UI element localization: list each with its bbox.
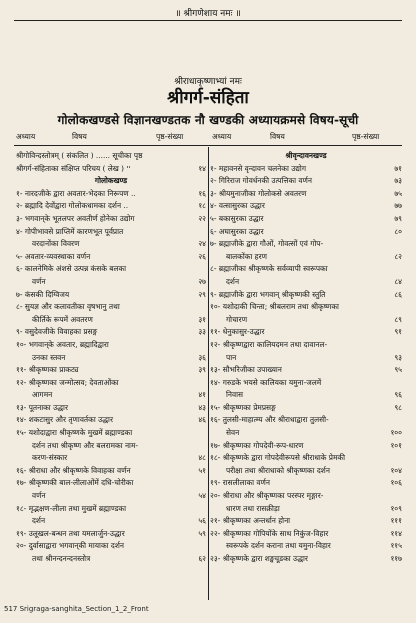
entry-title: १५- श्रीकृष्णका प्रेमप्रसङ्ग xyxy=(210,402,276,412)
entry-title: १४- शकटासुर और तृणावर्तका उद्धार xyxy=(16,415,113,425)
top-rule xyxy=(14,20,402,21)
toc-entry xyxy=(210,389,402,402)
toc-entry xyxy=(210,226,402,239)
toc-entry xyxy=(16,339,206,352)
entry-page-number: १११ xyxy=(390,516,402,526)
toc-entry xyxy=(210,452,402,465)
toc-entry xyxy=(210,477,402,490)
toc-entry xyxy=(16,377,206,390)
toc-entry xyxy=(16,465,206,478)
entry-page-number: ७३ xyxy=(394,176,402,186)
entry-title: २२- श्रीकृष्णका गोपियोंके साथ निकुंज-विहार xyxy=(210,528,329,538)
entry-title: परीक्षा तथा श्रीराधाको श्रीकृष्णका दर्शन xyxy=(226,465,330,475)
entry-title: ६- कालनेमिके अंशसे उत्पन्न कंसके बलका xyxy=(16,264,127,274)
entry-title: दर्शन तथा श्रीकृष्ण और बलरामका नाम- xyxy=(32,440,139,450)
entry-page-number: १०६ xyxy=(390,478,402,488)
toc-entry xyxy=(16,213,206,226)
page-title: श्रीगर्ग-संहिता xyxy=(167,88,249,108)
invocation: ॥ श्रीगणेशाय नमः ॥ xyxy=(175,9,241,19)
entry-page-number: ८० xyxy=(394,226,402,236)
entry-page-number: ५६ xyxy=(198,516,206,526)
entry-title: वर्णन xyxy=(32,491,46,501)
toc-entry xyxy=(16,414,206,427)
entry-title: तथा श्रीनन्दनन्दनस्तोत्र xyxy=(32,554,91,563)
entry-title: ७- ब्रह्माजीके द्वारा गौओं, गोवत्सों एवं गोप- xyxy=(210,239,324,249)
entry-page-number: ४३ xyxy=(198,402,206,412)
entry-page-number: १०१ xyxy=(390,440,402,450)
entry-page-number: १०९ xyxy=(390,503,402,513)
toc-entry xyxy=(16,238,206,251)
entry-title: कीर्तिके रूपमें अवतरण xyxy=(32,314,93,324)
column-divider xyxy=(208,147,209,600)
toc-entry xyxy=(16,503,206,516)
entry-title: ६- अघासुरका उद्धार xyxy=(210,226,264,236)
toc-entry xyxy=(16,352,206,365)
toc-entry xyxy=(210,263,402,276)
section-heading: श्रीवृन्दावनखण्ड xyxy=(285,151,327,160)
toc-right-column xyxy=(210,150,402,566)
toc-entry xyxy=(210,188,402,201)
entry-page-number: ३९ xyxy=(198,365,206,375)
entry-page-number: ९५ xyxy=(394,365,402,375)
toc-entry xyxy=(210,314,402,327)
toc-entry xyxy=(16,314,206,327)
entry-title: दर्शन xyxy=(32,516,46,526)
toc-entry xyxy=(16,540,206,553)
toc-entry xyxy=(16,188,206,201)
salutation: श्रीराधाकृष्णाभ्यां नमः xyxy=(174,77,242,87)
header-page-right: पृष्ठ-संख्या xyxy=(352,132,380,141)
entry-title: १९- रासलीलाका वर्णन xyxy=(210,478,270,488)
toc-entry xyxy=(16,326,206,339)
toc-entry xyxy=(210,414,402,427)
page-subtitle: गोलोकखण्डसे विज्ञानखण्डतक नौ खण्डकी अध्यायक्रमसे विषय-सूची xyxy=(57,113,359,127)
entry-title: १०- भगवान्‌के अवतार, ब्रह्मादिद्वारा xyxy=(16,339,109,349)
entry-title: १९- उलूखल-बन्धन तथा यमलार्जुन-उद्धार xyxy=(16,528,125,538)
toc-entry xyxy=(16,515,206,528)
toc-entry xyxy=(210,465,402,478)
entry-title: १३- पूतनाका उद्धार xyxy=(16,402,68,412)
entry-title: ४- वत्सासुरका उद्धार xyxy=(210,201,265,211)
entry-title: ५- अवतार-व्यवस्थाका वर्णन xyxy=(16,251,91,261)
entry-title: १- महावनसे वृन्दावन चलनेका उद्योग xyxy=(210,163,306,173)
toc-left-column xyxy=(16,150,206,566)
entry-page-number: ४८ xyxy=(198,453,206,463)
entry-page-number: २४ xyxy=(198,239,206,249)
entry-page-number: १८ xyxy=(198,201,206,211)
header-vishay-left: विषय xyxy=(72,132,87,141)
entry-title: पान xyxy=(226,352,237,362)
toc-entry xyxy=(210,490,402,503)
toc-entry xyxy=(210,213,402,226)
entry-title: दर्शन xyxy=(226,276,240,286)
entry-title: ३- भगवान्‌के भूतलपर अवतीर्ण होनेका उद्योग xyxy=(16,213,135,223)
toc-entry xyxy=(210,251,402,264)
toc-entry xyxy=(210,553,402,566)
page-footer: 517 Srigraga-sanghita_Section_1_2_Front xyxy=(4,605,149,613)
toc-entry xyxy=(210,503,402,516)
toc-entry xyxy=(16,452,206,465)
entry-page-number: ११४ xyxy=(390,528,402,538)
entry-title: करण-संस्कार xyxy=(32,453,68,463)
toc-entry xyxy=(16,490,206,503)
toc-entry xyxy=(16,150,206,163)
toc-entry xyxy=(210,175,402,188)
entry-page-number: ९३ xyxy=(394,352,402,362)
toc-entry xyxy=(16,402,206,415)
toc-entry xyxy=(210,528,402,541)
entry-page-number: ५९ xyxy=(198,528,206,538)
entry-page-number: १४ xyxy=(198,163,206,173)
entry-page-number: ४१ xyxy=(198,390,206,400)
entry-page-number: २२ xyxy=(198,213,206,223)
toc-entry xyxy=(16,163,206,176)
header-vishay-right: विषय xyxy=(270,132,285,141)
entry-page-number: ४६ xyxy=(198,415,206,425)
entry-title: सेवन xyxy=(226,428,240,438)
toc-entry xyxy=(16,477,206,490)
toc-entry xyxy=(210,163,402,176)
entry-title: ९- वसुदेवजीके विवाहका प्रसङ्ग xyxy=(16,327,98,337)
entry-title: १- नारदजीके द्वारा अवतार-भेदका निरूपण .. xyxy=(16,188,136,198)
entry-page-number: २६ xyxy=(198,251,206,261)
entry-page-number: ७९ xyxy=(394,213,402,223)
toc-entry xyxy=(16,528,206,541)
entry-title: वरदानोंका विवरण xyxy=(32,239,80,249)
entry-title: १८- श्रीकृष्णके द्वारा गोपदेवीरूपसे श्रीराधाके प्रेमकी xyxy=(210,453,346,463)
entry-title: उनका स्तवन xyxy=(32,352,66,362)
header-adhyay-left: अध्याय xyxy=(16,132,36,141)
entry-title: १६- तुलसी-माहात्म्य और श्रीराधाद्वारा तुलसी- xyxy=(210,415,329,425)
entry-title: १५- यशोदाद्वारा श्रीकृष्णके मुखमें ब्रह्माण्डका xyxy=(16,428,133,438)
toc-entry xyxy=(210,364,402,377)
toc-entry xyxy=(210,540,402,553)
entry-page-number: ११५ xyxy=(390,541,402,551)
entry-title: १२- श्रीकृष्णका जन्मोत्सव; देवताओंका xyxy=(16,377,119,387)
entry-title: ९- ब्रह्माजीके द्वारा भगवान् श्रीकृष्णकी स्तुति xyxy=(210,289,326,299)
toc-entry xyxy=(16,440,206,453)
entry-title: ७- कंसकी दिग्विजय xyxy=(16,289,70,299)
entry-page-number: १०४ xyxy=(390,465,402,475)
entry-page-number: ९६ xyxy=(394,390,402,400)
toc-entry xyxy=(210,339,402,352)
entry-title: २१- श्रीकृष्णका अन्तर्धान होना xyxy=(210,516,291,526)
toc-entry xyxy=(210,289,402,302)
entry-page-number: २९ xyxy=(198,289,206,299)
toc-entry xyxy=(210,200,402,213)
entry-page-number: ८४ xyxy=(394,276,402,286)
entry-page-number: ७५ xyxy=(394,188,402,198)
entry-title: ११- धेनुकासुर-उद्धार xyxy=(210,327,265,337)
entry-title: २- गिरिराज गोवर्धनकी उत्पत्तिका वर्णन xyxy=(210,176,312,186)
entry-title: १६- श्रीराधा और श्रीकृष्णके विवाहका वर्णन xyxy=(16,465,131,475)
toc-entry xyxy=(16,276,206,289)
entry-page-number: १०० xyxy=(390,428,402,438)
entry-title: गोचारण xyxy=(226,314,248,324)
entry-page-number: २७ xyxy=(198,276,206,286)
entry-page-number: ३१ xyxy=(198,314,206,324)
entry-title: निवास xyxy=(226,390,244,400)
toc-entry xyxy=(210,427,402,440)
section-heading xyxy=(16,175,206,188)
entry-title: १८- मृद्भक्षण-लीला तथा मुखमें ब्रह्माण्डका xyxy=(16,503,127,513)
entry-title: १०- यशोदाकी चिन्ता; श्रीबलराम तथा श्रीकृष्णका xyxy=(210,302,339,312)
entry-page-number: ९१ xyxy=(394,327,402,337)
entry-title: २०- श्रीराधा और श्रीकृष्णका परस्पर मृङ्गार- xyxy=(210,491,324,501)
entry-title: ११- श्रीकृष्णका प्राकट्य xyxy=(16,365,79,375)
entry-title: १३- सौभरिजीका उपाख्यान xyxy=(210,365,282,375)
toc-entry xyxy=(210,402,402,415)
toc-entry xyxy=(210,515,402,528)
entry-title: १२- श्रीकृष्णद्वारा कालियदमन तथा दावानल- xyxy=(210,339,328,349)
toc-entry xyxy=(210,301,402,314)
entry-title: १४- गरुडके भयसे कालियका यमुना-जलमें xyxy=(210,377,322,387)
entry-page-number: ९८ xyxy=(394,402,402,412)
entry-page-number: ८९ xyxy=(394,314,402,324)
entry-title: ८- ब्रह्माजीका श्रीकृष्णके सर्वव्यापी स्वरूपका xyxy=(210,264,328,274)
entry-title: ४- गोपीभावसे प्राप्तिमें कारणभूत पूर्वप्रात xyxy=(16,226,124,236)
entry-title: २३- श्रीकृष्णके द्वारा शङ्खचूडका उद्धार xyxy=(210,554,308,563)
entry-title: आगमन xyxy=(32,390,53,400)
entry-title: ५- बकासुरका उद्धार xyxy=(210,213,264,223)
toc-entry xyxy=(16,553,206,566)
toc-entry xyxy=(16,427,206,440)
toc-entry xyxy=(210,377,402,390)
header-rule xyxy=(14,145,402,146)
toc-entry xyxy=(16,289,206,302)
toc-entry xyxy=(16,389,206,402)
entry-page-number: ३६ xyxy=(198,352,206,362)
entry-page-number: ८६ xyxy=(394,289,402,299)
toc-entry xyxy=(210,326,402,339)
header-page-left: पृष्ठ-संख्या xyxy=(156,132,184,141)
entry-page-number: ५४ xyxy=(198,491,206,501)
entry-title: गोलोकखण्ड xyxy=(94,176,128,186)
entry-title: १७- श्रीकृष्णकी बाल-लीलाओंमें दधि-चोरीका xyxy=(16,478,134,488)
entry-page-number: ७१ xyxy=(394,163,402,173)
entry-page-number: ११७ xyxy=(390,554,402,563)
toc-entry xyxy=(16,200,206,213)
entry-title: धारण तथा रासक्रीड़ा xyxy=(226,503,280,513)
entry-page-number: १६ xyxy=(198,188,206,198)
header-adhyay-right: अध्याय xyxy=(212,132,232,141)
toc-entry xyxy=(210,238,402,251)
toc-entry xyxy=(16,364,206,377)
toc-entry xyxy=(210,276,402,289)
entry-title: ८- सुयज्ञ और कलावतीका वृषभानु तथा xyxy=(16,302,120,312)
entry-title: श्रीगर्ग-संहिताका संक्षिप्त परिचय ( लेख ) '' xyxy=(16,163,131,173)
toc-entry xyxy=(210,352,402,365)
toc-entry xyxy=(16,226,206,239)
entry-title: स्वरूपके दर्शन कराना तथा यमुना-विहार xyxy=(226,541,331,551)
entry-title: २०- दुर्वासाद्वारा भगवान्‌की मायाका दर्शन xyxy=(16,541,124,551)
entry-title: श्रीगोविन्दस्तोत्रम् ( संकलित ) ...... सूचीका पृष्ठ xyxy=(16,151,143,160)
entry-page-number: ६२ xyxy=(198,554,206,563)
entry-title: १७- श्रीकृष्णका गोपदेवी-रूप-धारण xyxy=(210,440,304,450)
entry-page-number: ८२ xyxy=(394,251,402,261)
toc-entry xyxy=(16,301,206,314)
entry-page-number: ७७ xyxy=(394,201,402,211)
entry-page-number: ३३ xyxy=(198,327,206,337)
entry-title: बालकोंका हरण xyxy=(226,251,267,261)
entry-title: ३- श्रीयमुनाजीका गोलोकसे अवतरण xyxy=(210,188,307,198)
toc-entry xyxy=(16,263,206,276)
entry-page-number: ५१ xyxy=(198,465,206,475)
entry-title: वर्णन xyxy=(32,276,46,286)
toc-entry xyxy=(16,251,206,264)
toc-entry xyxy=(210,440,402,453)
entry-title: २- ब्रह्मादि देवोंद्वारा गोलोकधामका दर्शन .. xyxy=(16,201,129,211)
